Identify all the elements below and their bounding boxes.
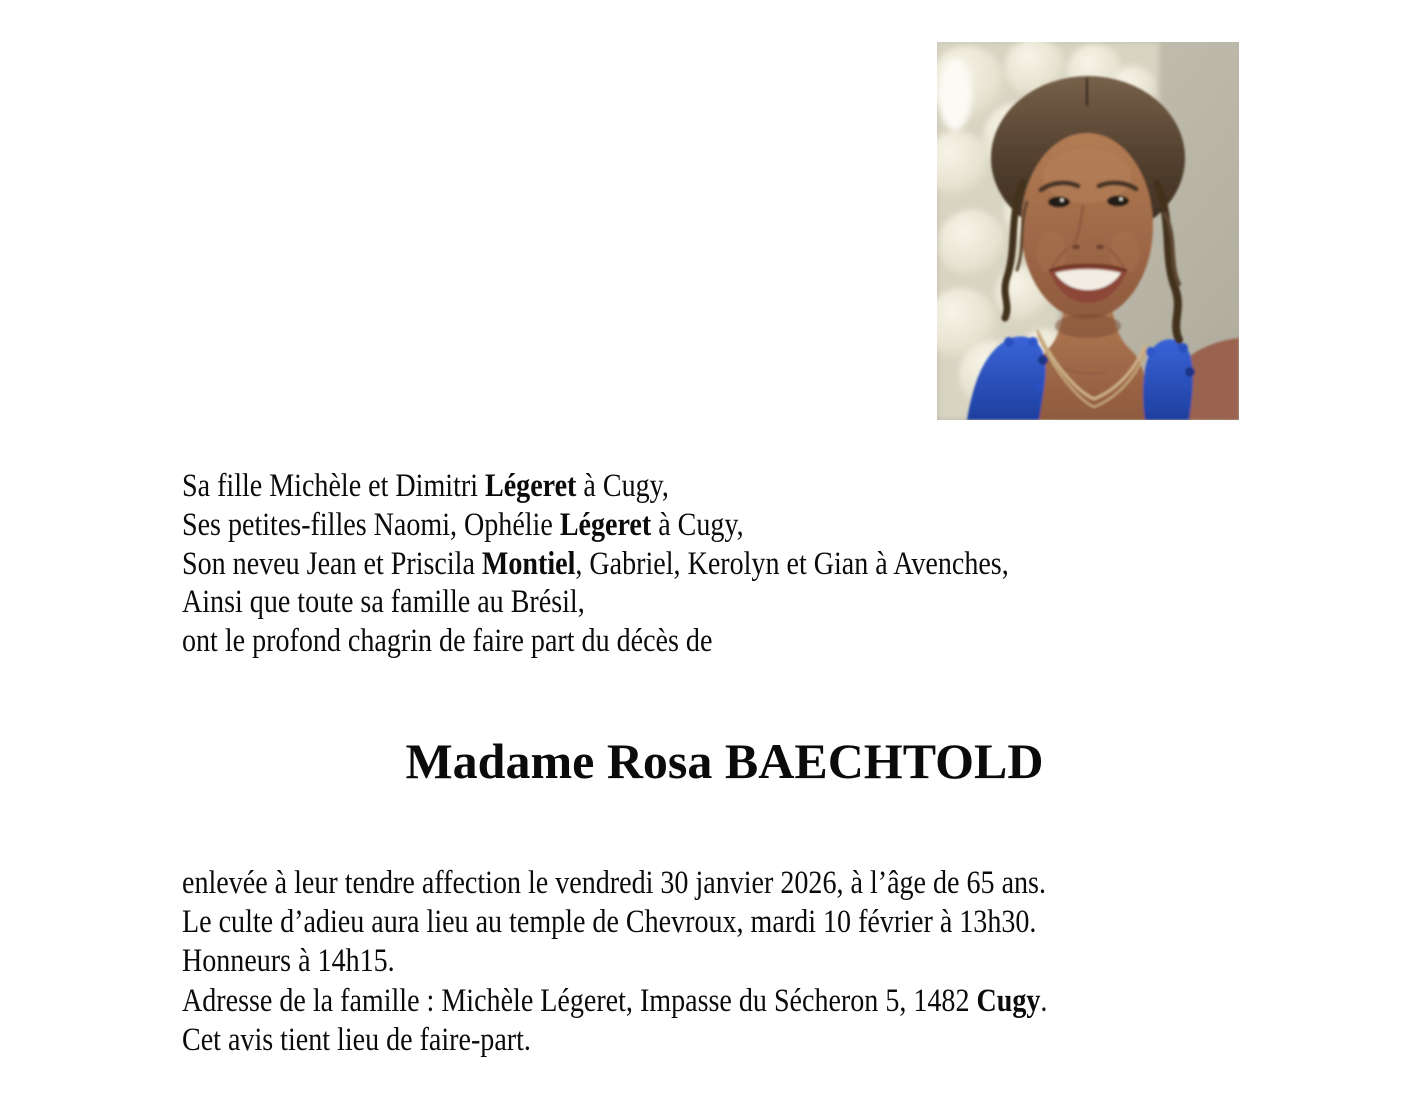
text-segment: Ses petites-filles Naomi, Ophélie — [182, 506, 560, 543]
text-line — [182, 903, 1047, 942]
text-segment: à Cugy, — [576, 468, 669, 504]
text-line — [182, 864, 1047, 903]
text-segment: Cet avis tient lieu de faire-part. — [182, 1021, 531, 1058]
text-segment: enlevée à leur tendre affection le vendredi 30 janvier 2026, à l’âge de 65 ans. — [182, 865, 1046, 901]
text-line — [182, 506, 1009, 545]
text-segment: Honneurs à 14h15. — [182, 943, 395, 980]
text-line — [182, 1021, 1047, 1060]
ceremony-paragraph — [182, 864, 1047, 1060]
text-line — [182, 942, 1047, 981]
text-line — [182, 583, 1009, 622]
text-segment: Sa fille Michèle et Dimitri — [182, 468, 486, 504]
text-segment: Le culte d’adieu aura lieu au temple de Chevroux, mardi 10 février à 13h30. — [182, 904, 1037, 941]
bold-name: Légeret — [559, 506, 652, 543]
text-line — [182, 982, 1047, 1021]
portrait-photo — [937, 42, 1239, 420]
text-segment: . — [1040, 982, 1048, 1019]
text-segment: Adresse de la famille : Michèle Légeret, Impasse du Sécheron 5, 1482 — [182, 982, 977, 1019]
family-paragraph — [182, 467, 1009, 661]
text-line — [182, 622, 1009, 661]
right-eye — [1107, 196, 1129, 207]
portrait-illustration — [937, 42, 1239, 420]
text-segment: , Gabriel, Kerolyn et Gian à Avenches, — [575, 545, 1009, 582]
text-segment: Ainsi que toute sa famille au Brésil, — [182, 584, 585, 621]
bold-name: Montiel — [481, 545, 576, 582]
text-line — [182, 545, 1009, 584]
deceased-name: Madame Rosa BAECHTOLD — [405, 733, 1044, 789]
text-segment: à Cugy, — [651, 506, 744, 543]
left-eye — [1048, 197, 1070, 208]
text-segment: ont le profond chagrin de faire part du décès de — [182, 623, 713, 660]
bold-name: Légeret — [485, 468, 577, 504]
bold-name: Cugy — [976, 982, 1041, 1019]
text-segment: Son neveu Jean et Priscila — [182, 545, 482, 582]
text-line — [182, 467, 1009, 506]
